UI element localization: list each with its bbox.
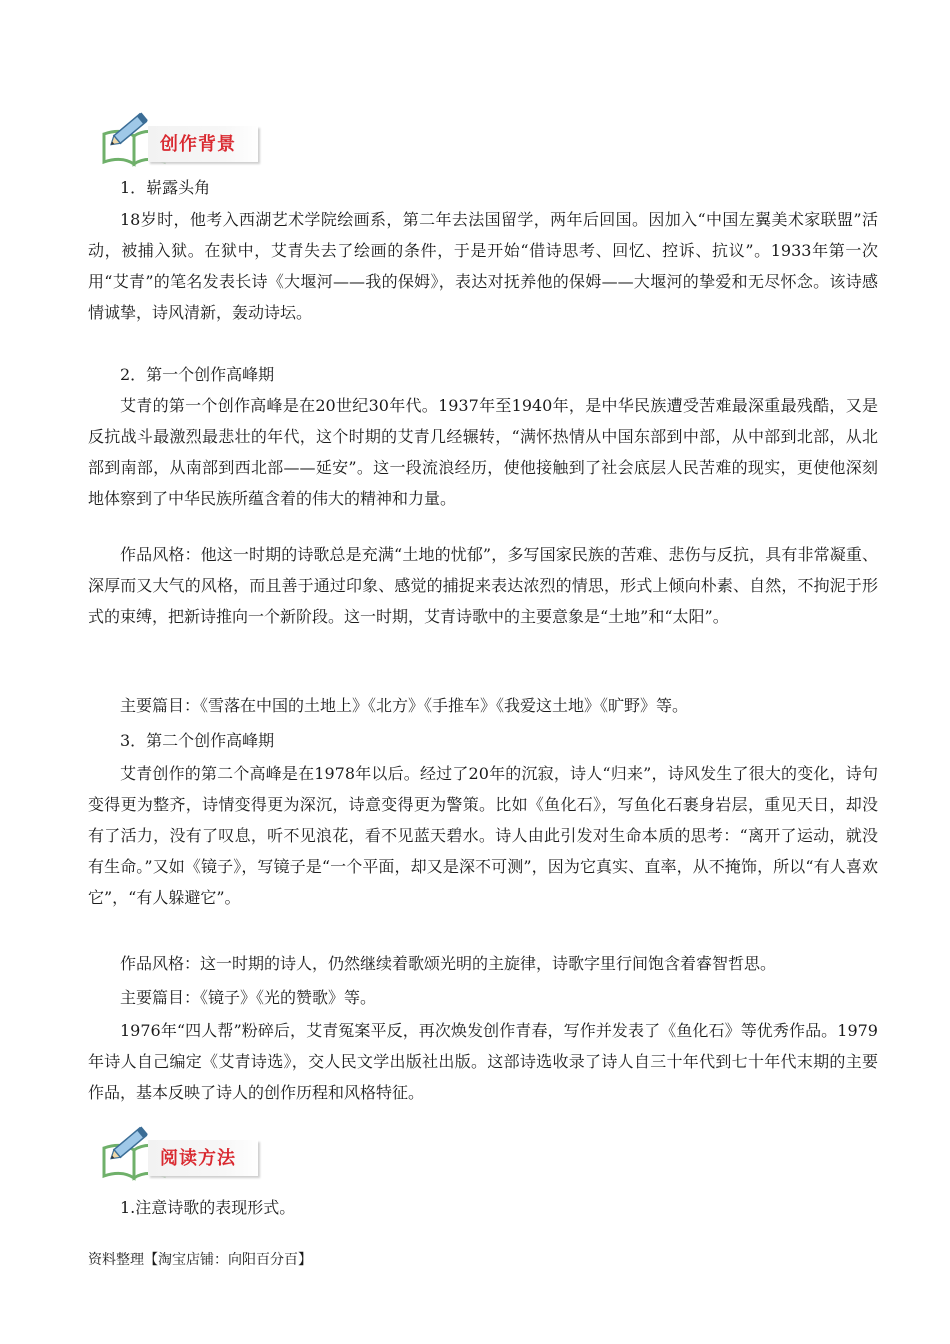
- paragraph: 艾青的第一个创作高峰是在20世纪30年代。1937年至1940年，是中华民族遭受苦难最深重最残酷，又是反抗战斗最激烈最悲壮的年代，这个时期的艾青几经辗转，“满怀热情从中国东部到中部，从中部到北部，从北部到南部，从南部到西北部——延安”。这一段流浪经历，使他接触到了社会底层人民苦难的现实，更使他深刻地体察到了中华民族所蕴含着的伟大的精神和力量。: [88, 396, 878, 508]
- paragraph: 主要篇目：《镜子》《光的赞歌》等。: [120, 988, 377, 1007]
- paragraph: 1.注意诗歌的表现形式。: [120, 1198, 296, 1217]
- paragraph: 3．第二个创作高峰期: [120, 731, 275, 750]
- section-heading-reading-method: [100, 1126, 300, 1186]
- section-heading-creation-background: [100, 112, 300, 172]
- paragraph: 2．第一个创作高峰期: [120, 365, 275, 384]
- paragraph: 18岁时，他考入西湖艺术学院绘画系，第二年去法国留学，两年后回国。因加入“中国左翼美术家联盟”活动，被捕入狱。在狱中，艾青失去了绘画的条件，于是开始“借诗思考、回忆、控诉、抗议”。1933年第一次用“艾青”的笔名发表长诗《大堰河——我的保姆》，表达对抚养他的保姆——大堰河的挚爱和无尽怀念。该诗感情诚挚，诗风清新，轰动诗坛。: [88, 210, 878, 322]
- paragraph: 1976年“四人帮”粉碎后，艾青冤案平反，再次焕发创作青春，写作并发表了《鱼化石》等优秀作品。1979年诗人自己编定《艾青诗选》，交人民文学出版社出版。这部诗选收录了诗人自三十年代到七十年代末期的主要作品，基本反映了诗人的创作历程和风格特征。: [88, 1021, 878, 1102]
- paragraph: 主要篇目：《雪落在中国的土地上》《北方》《手推车》《我爱这土地》《旷野》等。: [120, 696, 689, 715]
- paragraph: 作品风格：这一时期的诗人，仍然继续着歌颂光明的主旋律，诗歌字里行间饱含着睿智哲思。: [120, 954, 777, 973]
- section-title: 阅读方法: [160, 1148, 236, 1169]
- footer-note: 资料整理【淘宝店铺：向阳百分百】: [88, 1252, 312, 1268]
- section-title: 创作背景: [160, 134, 236, 155]
- paragraph: 作品风格：他这一时期的诗歌总是充满“土地的忧郁”，多写国家民族的苦难、悲伤与反抗，具有非常凝重、深厚而又大气的风格，而且善于通过印象、感觉的捕捉来表达浓烈的情思，形式上倾向朴素、自然，不拘泥于形式的束缚，把新诗推向一个新阶段。这一时期，艾青诗歌中的主要意象是“土地”和“太阳”。: [88, 545, 878, 626]
- paragraph: 艾青创作的第二个高峰是在1978年以后。经过了20年的沉寂，诗人“归来”，诗风发生了很大的变化，诗句变得更为整齐，诗情变得更为深沉，诗意变得更为警策。比如《鱼化石》，写鱼化石裹身岩层，重见天日，却没有了活力，没有了叹息，听不见浪花，看不见蓝天碧水。诗人由此引发对生命本质的思考：“离开了运动，就没有生命。”又如《镜子》，写镜子是“一个平面，却又是深不可测”，因为它真实、直率，从不掩饰，所以“有人喜欢它”，“有人躲避它”。: [88, 764, 878, 907]
- paragraph: 1．崭露头角: [120, 178, 211, 197]
